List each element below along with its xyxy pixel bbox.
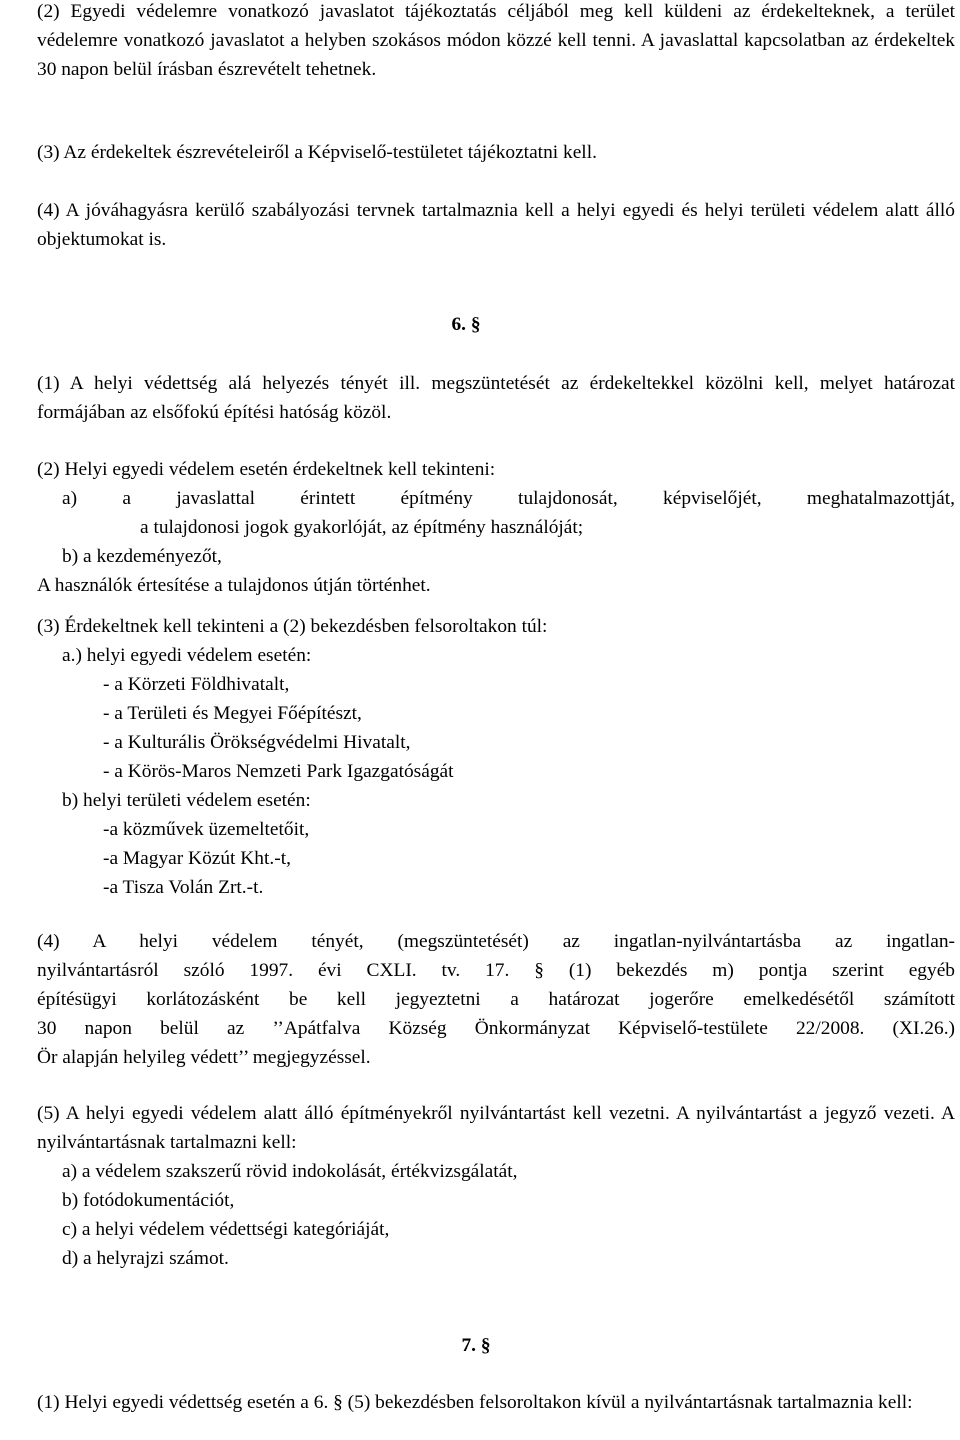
s6-p3-b-item: -a Tisza Volán Zrt.-t. [103, 877, 264, 898]
s6-p5-item: c) a helyi védelem védettségi kategóriáját, [62, 1219, 390, 1240]
s6-paragraph-1: (1) A helyi védettség alá helyezés tényét ill. megszüntetését az érdekeltekkel közölni kell, melyet határozat formájában az elsőfokú építési hatóság közöl. [37, 373, 955, 423]
s6-paragraph-5: (5) A helyi egyedi védelem alatt álló építményekről nyilvántartást kell vezetni. A nyilvántartást a jegyző vezeti. A nyilvántartásnak tartalmazni kell: [37, 1103, 955, 1153]
s6-p4-line: nyilvántartásról szóló 1997. évi CXLI. tv. 17. § (1) bekezdés m) pontja szerint egyéb [37, 960, 955, 981]
s6-p3-b-item: -a Magyar Közút Kht.-t, [103, 848, 291, 869]
s6-p3-a-item: - a Területi és Megyei Főépítészt, [103, 703, 362, 724]
s6-p3-a-item: - a Körös-Maros Nemzeti Park Igazgatóságát [103, 761, 454, 782]
s6-p5-item: a) a védelem szakszerű rövid indokolását, értékvizsgálatát, [62, 1161, 518, 1182]
s6-p2-item-b: b) a kezdeményezőt, [62, 546, 222, 567]
s6-p4-line: 30 napon belül az ’’Apátfalva Község Önkormányzat Képviselő-testülete 22/2008. (XI.26.) [37, 1018, 955, 1039]
section-7-heading: 7. § [461, 1335, 491, 1356]
s7-paragraph-1: (1) Helyi egyedi védettség esetén a 6. § (5) bekezdésben felsoroltakon kívül a nyilvántartásnak tartalmaznia kell: [37, 1392, 913, 1413]
s6-p3-a-item: - a Kulturális Örökségvédelmi Hivatalt, [103, 732, 411, 753]
paragraph-4: (4) A jóváhagyásra kerülő szabályozási tervnek tartalmaznia kell a helyi egyedi és helyi területi védelem alatt álló objektumokat is. [37, 200, 955, 250]
s6-p2-item-a-line1: a) a javaslattal érintett építmény tulajdonosát, képviselőjét, meghatalmazottját, [62, 488, 955, 509]
paragraph-2: (2) Egyedi védelemre vonatkozó javaslatot tájékoztatás céljából meg kell küldeni az érdekelteknek, a terület védelemre vonatkozó javaslatot a helyben szokásos módon közzé kell tenni. A javaslattal kapcsolatban az érdekeltek 30 napon belül írásban észrevételt tehetnek. [37, 1, 955, 80]
s6-p3-intro: (3) Érdekeltnek kell tekinteni a (2) bekezdésben felsoroltakon túl: [37, 616, 548, 637]
paragraph-3: (3) Az érdekeltek észrevételeiről a Képviselő-testületet tájékoztatni kell. [37, 142, 597, 163]
s6-p4-line: (4) A helyi védelem tényét, (megszüntetését) az ingatlan-nyilvántartásba az ingatlan- [37, 931, 955, 952]
s6-p3-item-b: b) helyi területi védelem esetén: [62, 790, 311, 811]
section-6-heading: 6. § [451, 314, 481, 335]
s6-p3-a-item: - a Körzeti Földhivatalt, [103, 674, 290, 695]
s6-p4-line: építésügyi korlátozásként be kell jegyeztetni a határozat jogerőre emelkedésétől számított [37, 989, 955, 1010]
s6-p3-item-a: a.) helyi egyedi védelem esetén: [62, 645, 312, 666]
s6-p3-b-item: -a közművek üzemeltetőit, [103, 819, 310, 840]
s6-p2-intro: (2) Helyi egyedi védelem esetén érdekeltnek kell tekinteni: [37, 459, 496, 480]
s6-p2-note: A használók értesítése a tulajdonos útján történhet. [37, 575, 431, 596]
s6-p5-item: d) a helyrajzi számot. [62, 1248, 229, 1269]
s6-p4-line: Ör alapján helyileg védett’’ megjegyzéssel. [37, 1047, 371, 1068]
s6-p2-item-a-line2: a tulajdonosi jogok gyakorlóját, az építmény használóját; [140, 517, 584, 538]
s6-p5-item: b) fotódokumentációt, [62, 1190, 235, 1211]
